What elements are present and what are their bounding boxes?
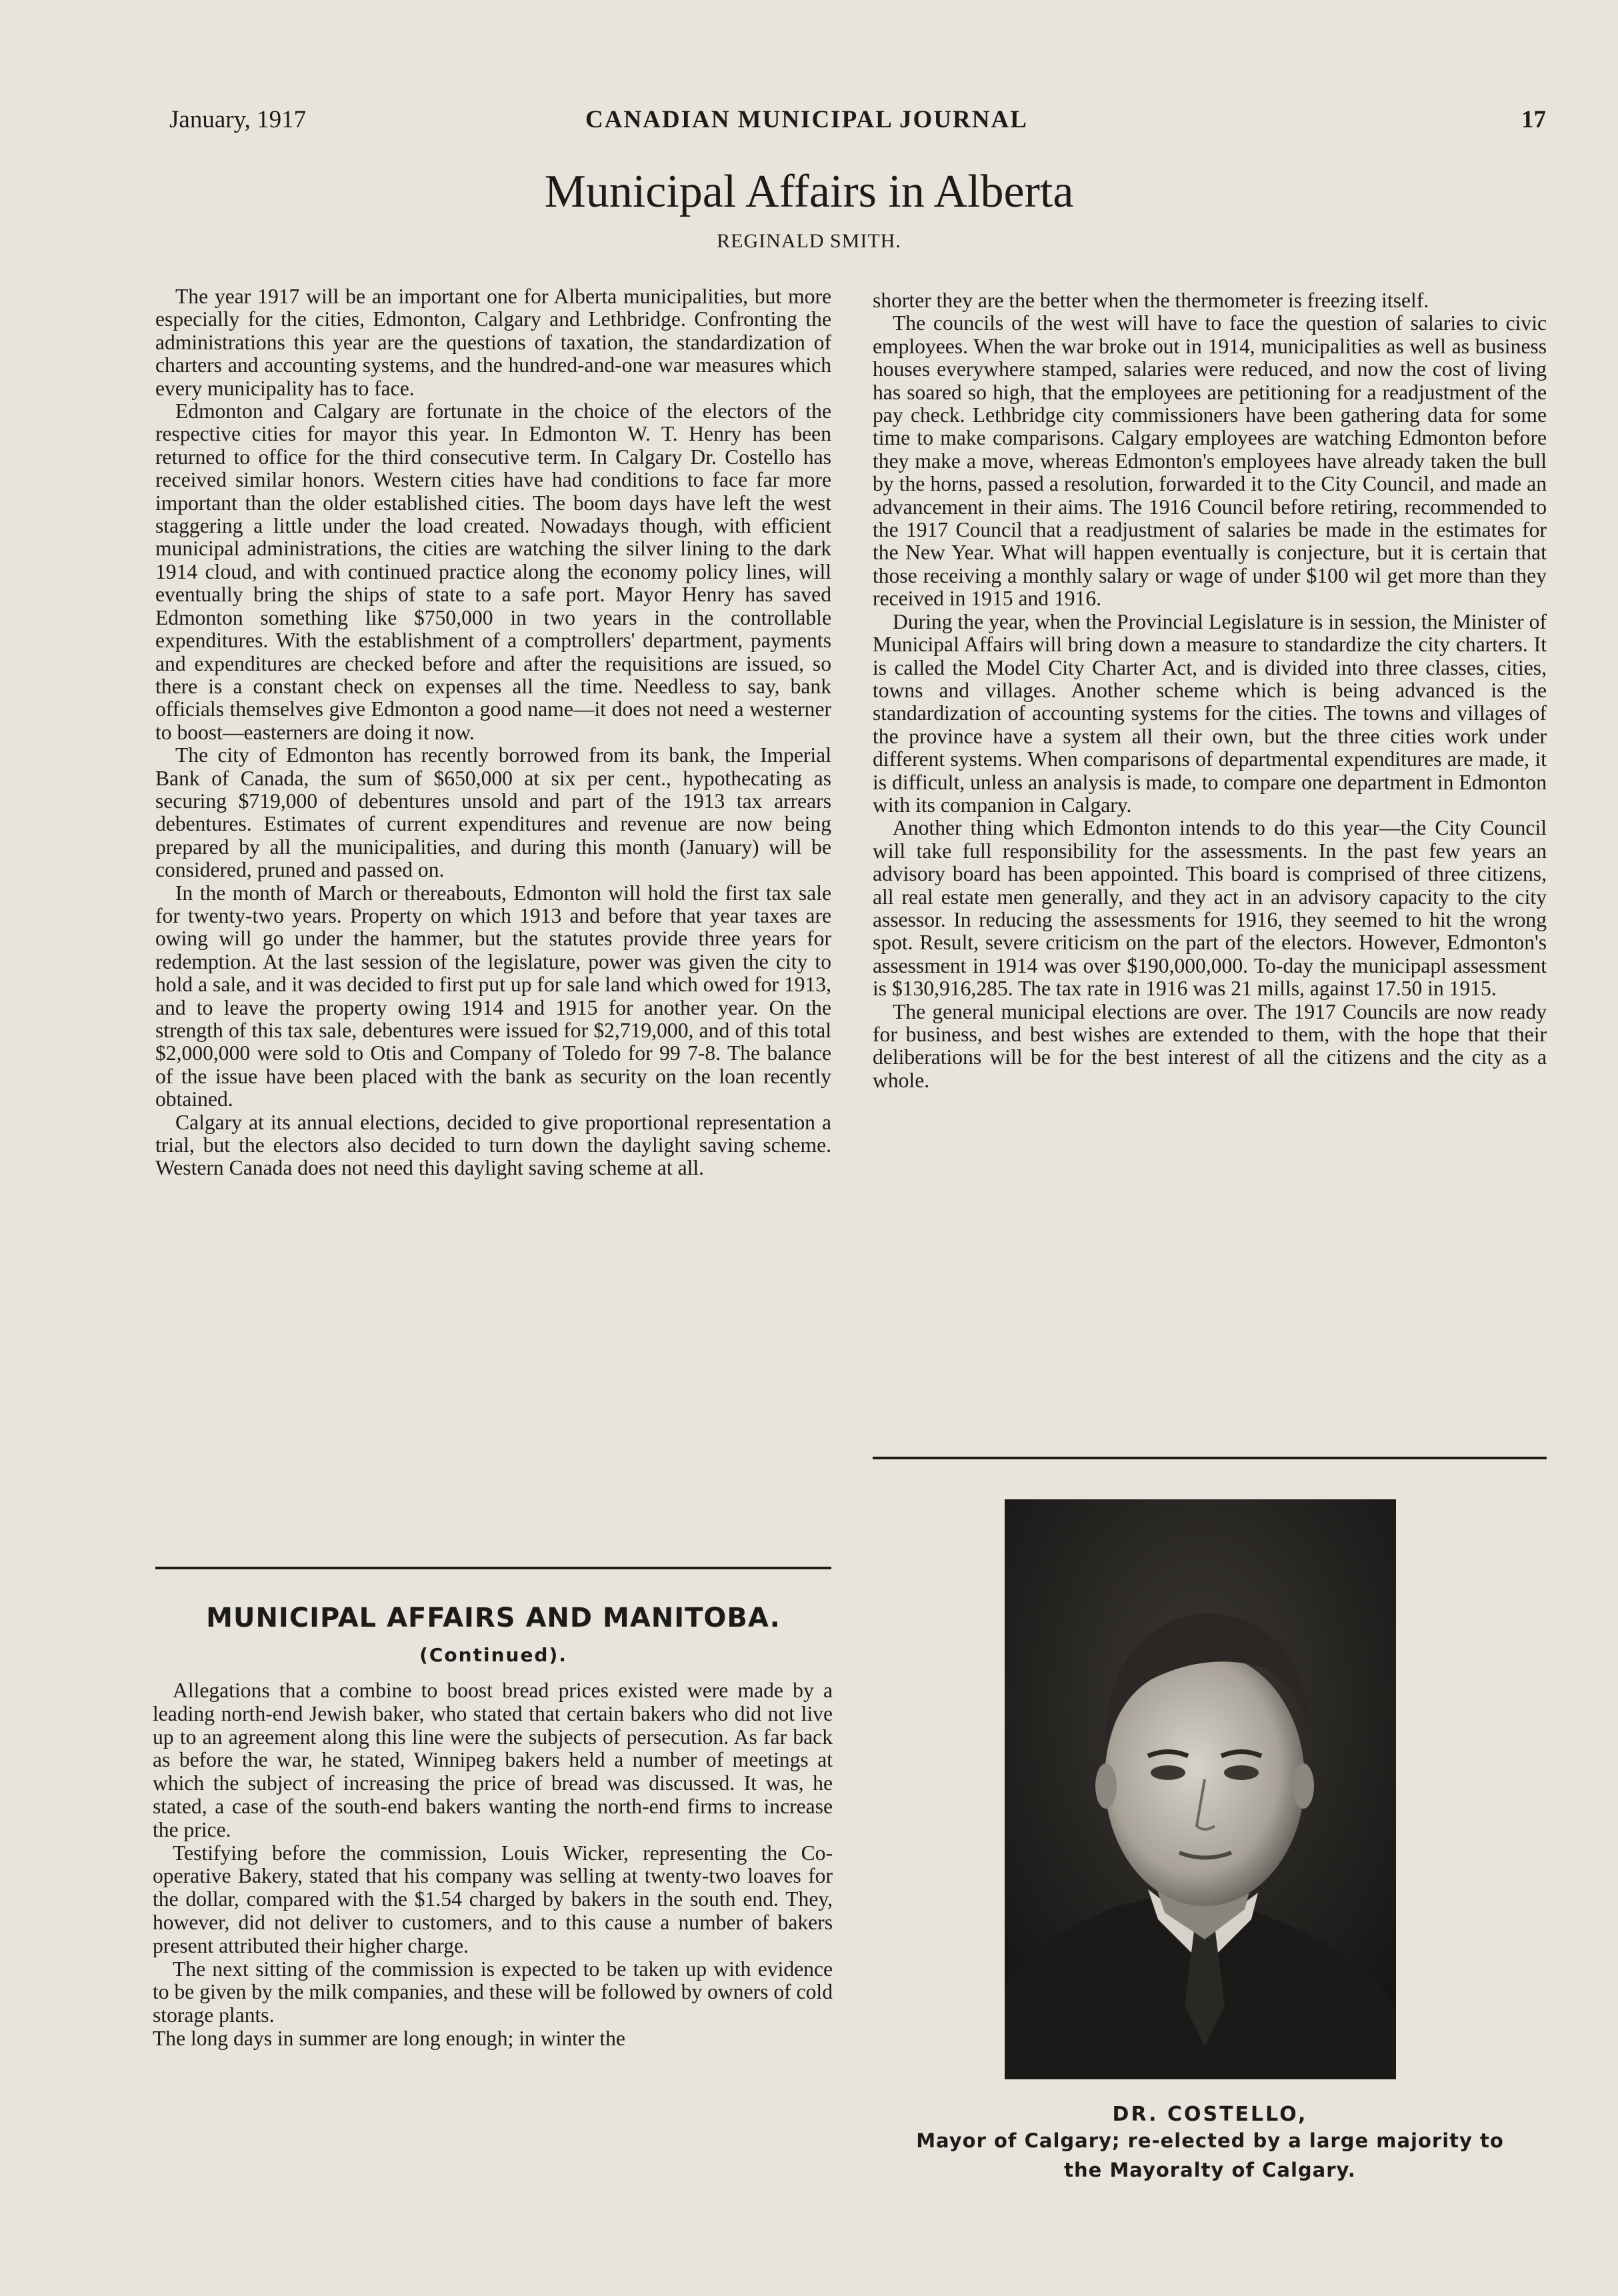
manitoba-section-subtitle: (Continued). bbox=[419, 1644, 567, 1666]
issue-date: January, 1917 bbox=[169, 106, 307, 133]
paragraph: During the year, when the Provincial Legislature is in session, the Minister of Municipal Affairs will bring down a measure to standardize the city charters. It is called the Model City Charter Act, and is divided into three classes, cities, towns and villages. Another scheme which is being advanced is the standardization of accounting systems for the cities. The towns and villages of the province have a system all their own, but the three cities work under different systems. When comparisons of departmental expenditures are made, it is difficult, unless an analysis is made, to compare one department in Edmonton with its companion in Calgary. bbox=[873, 609, 1547, 817]
paragraph: Calgary at its annual elections, decided to give proportional representation a trial, but the electors also decided to turn down the daylight saving scheme. Western Canada does not need this daylight saving scheme at all. bbox=[155, 1110, 831, 1180]
paragraph: Another thing which Edmonton intends to do this year—the City Council will take full responsibility for the assessments. In the past few years an advisory board has been appointed. This board is comprised of three citizens, all real estate men generally, and they act in an advisory capacity to the city assessor. In reducing the assessments for 1916, they seemed to hit the wrong spot. Result, severe criticism on the part of the electors. However, Edmonton's assessment in 1914 was over $190,000,000. To-day the municipapl assessment is $130,916,285. The tax rate in 1916 was 21 mills, against 17.50 in 1915. bbox=[873, 816, 1547, 1001]
paragraph: Testifying before the commission, Louis Wicker, representing the Co-operative Bakery, stated that his company was selling at twenty-two loaves for the dollar, compared with the $1.54 charged by bakers in the south end. They, however, did not deliver to customers, and to this cause a number of bakers present attributed their higher charge. bbox=[153, 1841, 833, 1957]
paragraph: shorter they are the better when the thermometer is freezing itself. bbox=[873, 289, 1429, 312]
paragraph: Edmonton and Calgary are fortunate in the choice of the electors of the respective cities for mayor this year. In Edmonton W. T. Henry has been returned to office for the third consecutive term. In Calgary Dr. Costello has received similar honors. Western cities have had conditions to face far more important than the older established cities. The boom days have left the west staggering a little under the load created. Nowadays though, with efficient municipal administrations, the cities are watching the silver lining to the dark 1914 cloud, and with continued practice along the economy policy lines, will eventually bring the ships of state to a safe port. Mayor Henry has saved Edmonton something like $750,000 in two years in the controllable expenditures. With the establishment of a comptrollers' department, payments and expenditures are checked before and after the requisitions are issued, so there is a constant check on expenses all the time. Needless to say, bank officials themselves give Edmonton a good name—it does not need a westerner to boost—easterners are doing it now. bbox=[155, 399, 831, 744]
article-left-column bbox=[155, 285, 831, 1180]
portrait-photo bbox=[1005, 1499, 1396, 2079]
section-divider bbox=[155, 1567, 831, 1569]
paragraph: Allegations that a combine to boost bread prices existed were made by a leading north-end Jewish baker, who stated that certain bakers who did not live up to an agreement along this line were the subjects of persecution. As far back as before the war, he stated, Winnipeg bakers held a number of meetings at which the subject of increasing the price of bread was discussed. It was, he stated, a case of the south-end bakers wanting the north-end firms to increase the price. bbox=[153, 1679, 833, 1841]
photo-caption-line2: the Mayoralty of Calgary. bbox=[1064, 2159, 1356, 2181]
article-right-column bbox=[873, 289, 1547, 1092]
paragraph: The general municipal elections are over. The 1917 Councils are now ready for business, and best wishes are extended to them, with the hope that their deliberations will be for the best interest of all the citizens and the city as a whole. bbox=[873, 999, 1547, 1092]
article-end-rule bbox=[873, 1457, 1547, 1459]
manitoba-column bbox=[153, 1679, 833, 2051]
article-byline: REGINALD SMITH. bbox=[717, 230, 901, 252]
running-head bbox=[0, 105, 1618, 139]
paragraph: In the month of March or thereabouts, Edmonton will hold the first tax sale for twenty-two years. Property on which 1913 and before that year taxes are owing will go under the hammer, but the statutes provide three years for redemption. At the last session of the legislature, power was given the city to hold a sale, and it was decided to first put up for sale land which owed for 1913, and to leave the property owing 1914 and 1915 for another year. On the strength of this tax sale, debentures were issued for $2,719,000, and of this total $2,000,000 were sold to Otis and Company of Toledo for 99 7-8. The balance of the issue have been placed with the bank as security on the loan recently obtained. bbox=[155, 881, 831, 1111]
paragraph: The next sitting of the commission is expected to be taken up with evidence to be given by the milk companies, and these will be followed by owners of cold storage plants. bbox=[153, 1957, 833, 2027]
manitoba-section-title: MUNICIPAL AFFAIRS AND MANITOBA. bbox=[206, 1603, 781, 1633]
paragraph: The councils of the west will have to face the question of salaries to civic employees. When the war broke out in 1914, municipalities as well as business houses everywhere stamped, salaries were reduced, and now the cost of living has soared so high, that the employees are petitioning for a readjustment of the pay check. Lethbridge city commissioners have been gathering data for some time to make comparisons. Calgary employees are watching Edmonton before they make a move, whereas Edmonton's employees have already taken the bull by the horns, passed a resolution, forwarded it to the City Council, and made an advancement in their aims. The 1916 Council before retiring, recommended to the 1917 Council that a readjustment of salaries be made in the estimates for the New Year. What will happen eventually is conjecture, but it is certain that those receiving a monthly salary or wage of under $100 wil get more than they received in 1915 and 1916. bbox=[873, 311, 1547, 611]
photo-caption-name: DR. COSTELLO, bbox=[1112, 2103, 1308, 2126]
page-number: 17 bbox=[1521, 106, 1546, 133]
paragraph: The city of Edmonton has recently borrowed from its bank, the Imperial Bank of Canada, the sum of $650,000 at six per cent., hypothecating as securing $719,000 of debentures unsold and part of the 1913 tax arrears debentures. Estimates of current expenditures and revenue are now being prepared by all the municipalities, and during this month (January) will be considered, pruned and passed on. bbox=[155, 743, 831, 882]
portrait-illustration bbox=[1005, 1499, 1396, 2079]
photo-caption-line1: Mayor of Calgary; re-elected by a large majority to bbox=[916, 2129, 1504, 2152]
article-title: Municipal Affairs in Alberta bbox=[544, 166, 1074, 217]
paragraph: The year 1917 will be an important one for Alberta municipalities, but more especially for the cities, Edmonton, Calgary and Lethbridge. Confronting the administrations this year are the questions of taxation, the standardization of charters and accounting systems, and the hundred-and-one war measures which every municipality has to face. bbox=[155, 285, 831, 400]
continuation-line: The long days in summer are long enough; in winter the bbox=[153, 2026, 625, 2050]
journal-name: CANADIAN MUNICIPAL JOURNAL bbox=[585, 106, 1028, 133]
